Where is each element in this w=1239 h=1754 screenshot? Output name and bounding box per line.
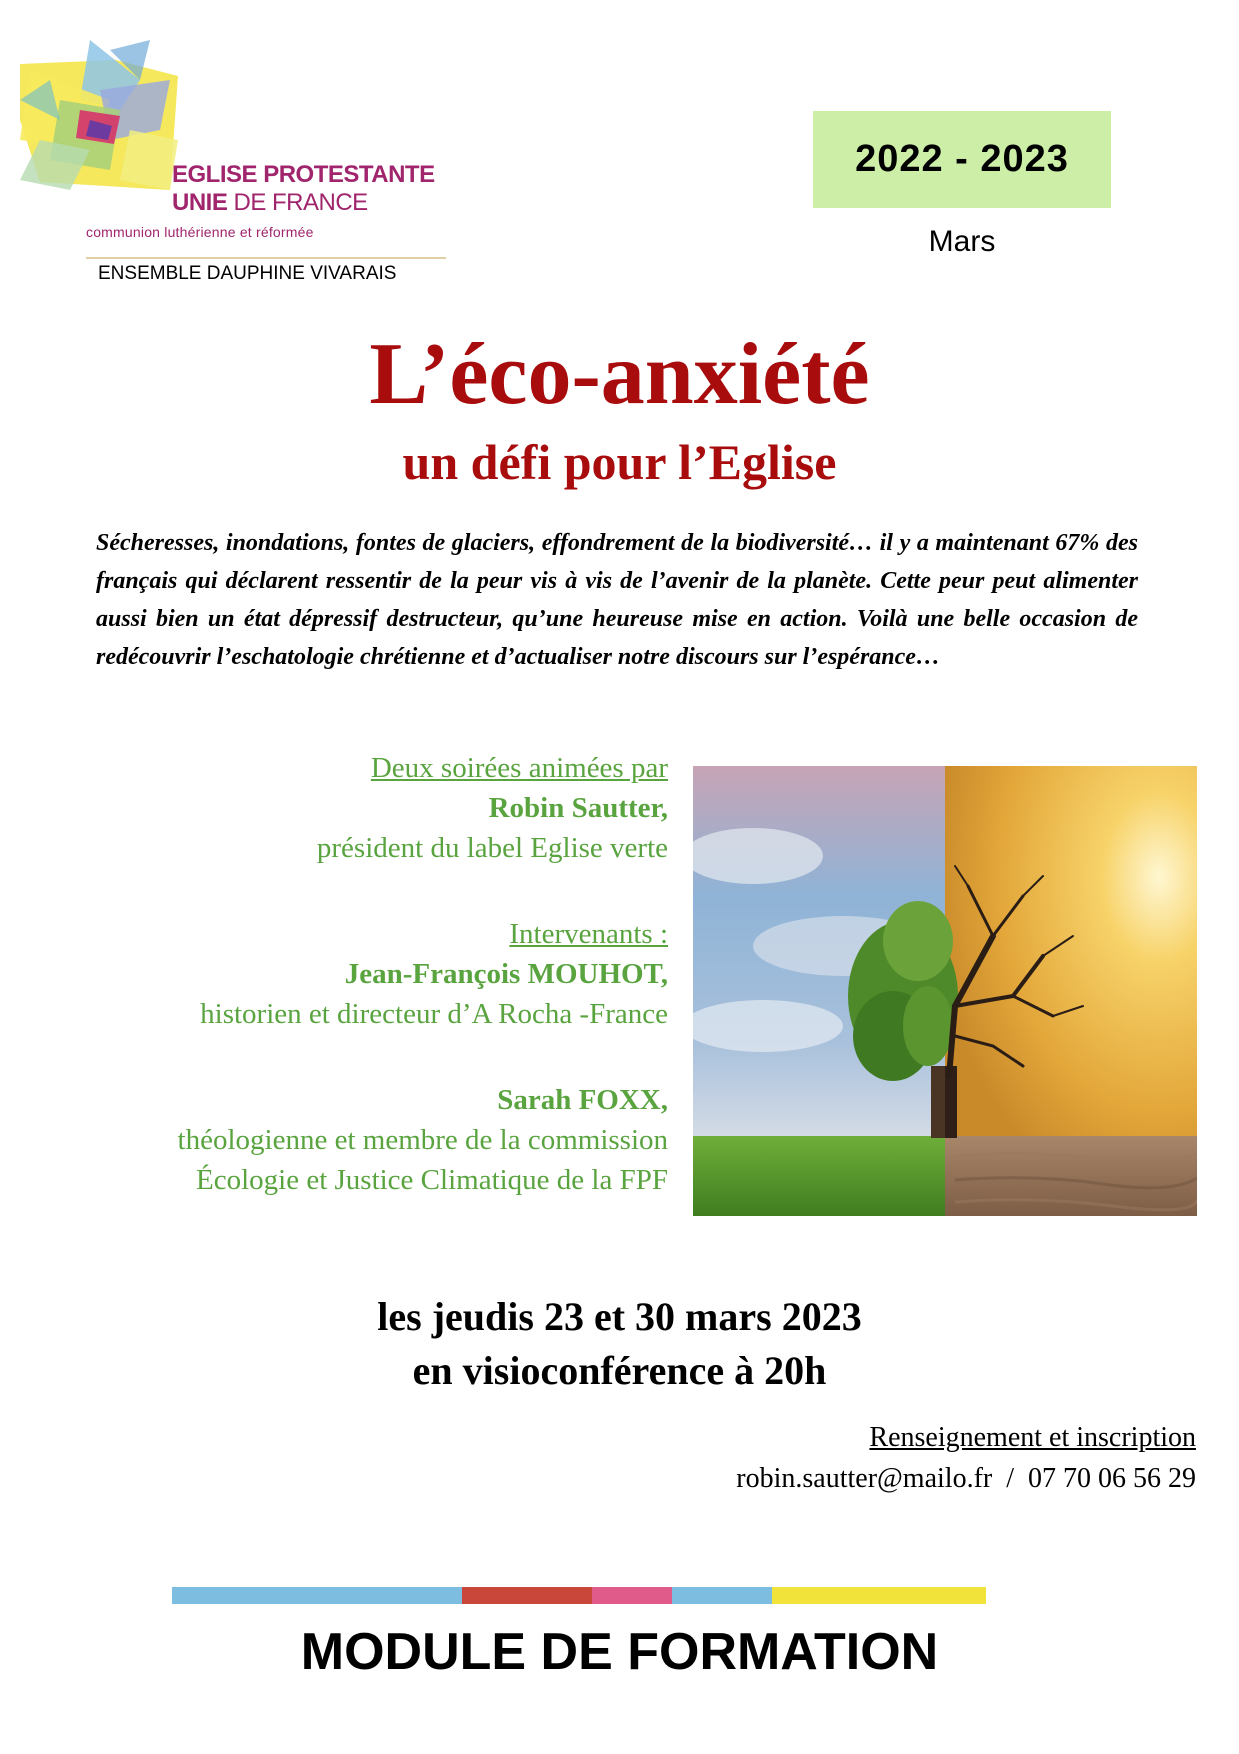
intro-paragraph: Sécheresses, inondations, fontes de glaciers, effondrement de la biodiversité… il y a maintenant 67% des français qui déclarent ressentir de la peur vis à vis de l’avenir de la planète. Cette peur peut alimenter aussi bien un état dépressif destructeur, qu’une heureuse mise en action. Voilà une belle occasion de redécouvrir l’eschatologie chrétienne et d’actualiser notre discours sur l’espérance… (96, 530, 1138, 670)
logo-divider (86, 257, 446, 259)
speaker2-role-line1: théologienne et membre de la commission (177, 1124, 668, 1156)
hosts-label: Deux soirées animées par (370, 752, 668, 784)
page-title: L’éco-anxiété (369, 326, 870, 423)
contact-details[interactable]: robin.sautter@mailo.fr / 07 70 06 56 29 (736, 1463, 1196, 1494)
host-role: président du label Eglise verte (316, 832, 668, 864)
event-dates-line2: en visioconférence à 20h (412, 1348, 827, 1393)
event-dates-line1: les jeudis 23 et 30 mars 2023 (377, 1294, 862, 1339)
year-badge: 2022 - 2023 (813, 111, 1111, 208)
month-label: Mars (928, 225, 996, 258)
color-band-divider (172, 1587, 986, 1604)
speakers-block (60, 748, 668, 1200)
speaker2-name: Sarah FOXX, (497, 1084, 668, 1116)
module-title: MODULE DE FORMATION (300, 1623, 939, 1681)
event-dates (0, 1290, 1239, 1398)
logo-tagline: communion luthérienne et réformée (86, 224, 314, 240)
logo-text-unie: UNIE (172, 189, 228, 216)
page-subtitle: un défi pour l’Eglise (402, 434, 837, 490)
logo-text-line1: EGLISE PROTESTANTE (172, 161, 435, 188)
speaker1-role: historien et directeur d’A Rocha -France (200, 998, 668, 1030)
climate-tree-image (693, 766, 1197, 1216)
speaker1-name: Jean-François MOUHOT, (344, 958, 668, 990)
speaker2-role-line2: Écologie et Justice Climatique de la FPF (196, 1164, 668, 1196)
speakers-label: Intervenants : (509, 918, 668, 950)
logo-text-line2 (172, 190, 368, 216)
church-logo-icon (20, 40, 178, 192)
ensemble-name: ENSEMBLE DAUPHINE VIVARAIS (98, 263, 397, 284)
logo-text-de-france: DE FRANCE (227, 189, 368, 216)
host-name: Robin Sautter, (488, 792, 668, 824)
contact-label: Renseignement et inscription (869, 1422, 1196, 1453)
